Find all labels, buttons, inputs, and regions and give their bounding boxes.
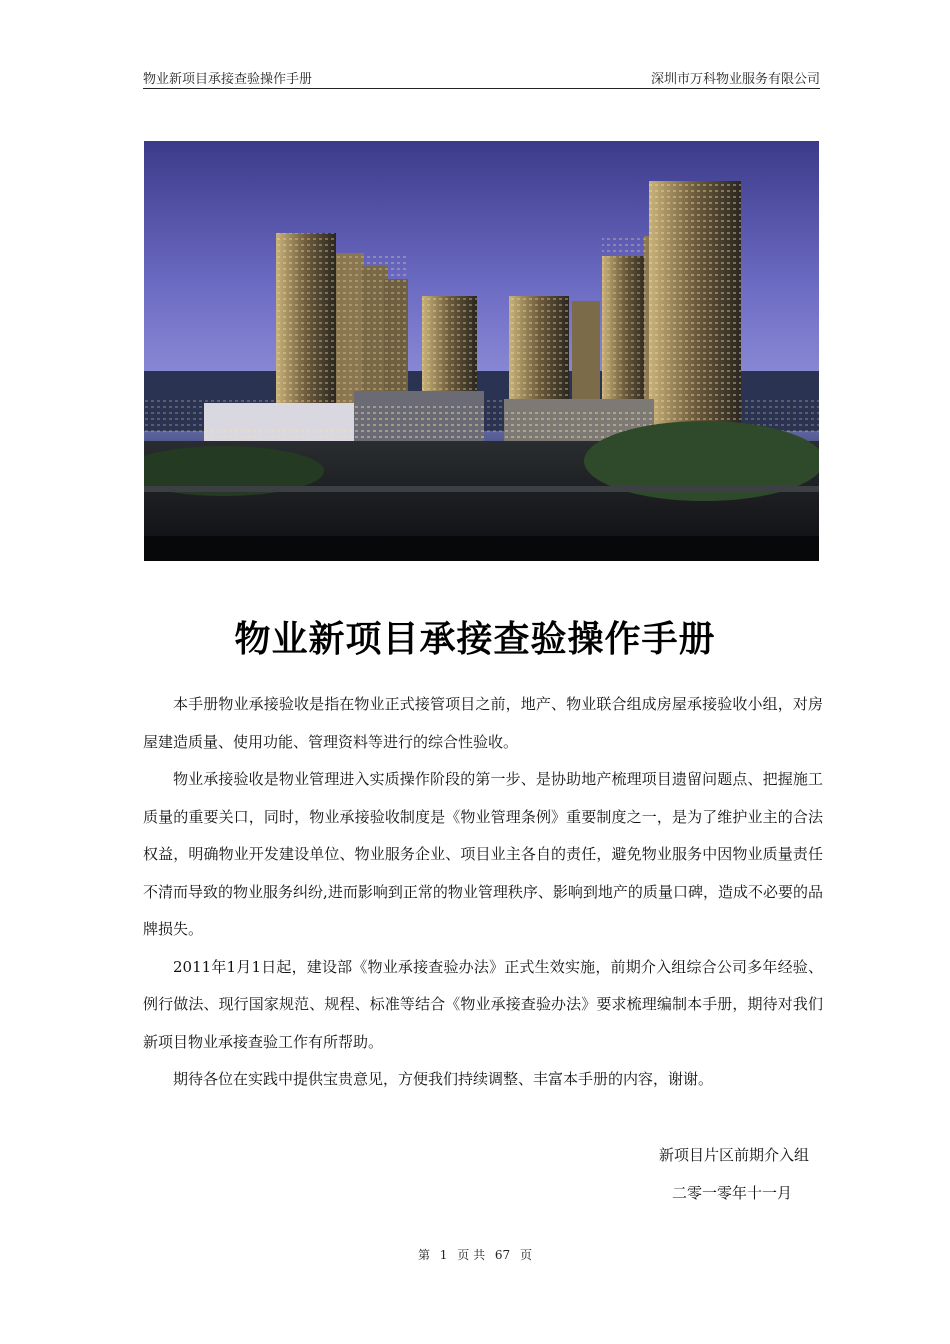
header-company: 深圳市万科物业服务有限公司 xyxy=(650,72,820,87)
header-doc-title: 物业新项目承接查验操作手册 xyxy=(143,72,313,87)
night-cityscape-icon xyxy=(144,141,819,561)
paragraph: 2011年1月1日起，建设部《物业承接查验办法》正式生效实施，前期介入组综合公司多年经验、例行做法、现行国家规范、规程、标准等结合《物业承接查验办法》要求梳理编制本手册，期待对我们新项目物业承接查验工作有所帮助。 xyxy=(143,957,823,1051)
current-page: 1 xyxy=(439,1248,448,1262)
page-number-footer xyxy=(0,1246,950,1263)
page-header xyxy=(143,66,820,89)
paragraph: 物业承接验收是物业管理进入实质操作阶段的第一步、是协助地产梳理项目遗留问题点、把握施工质量的重要关口，同时，物业承接验收制度是《物业管理条例》重要制度之一，是为了维护业主的合法权益，明确物业开发建设单位、物业服务企业、项目业主各自的责任，避免物业服务中因物业质量责任不清而导致的物业服务纠纷,进而影响到正常的物业管理秩序、影响到地产的质量口碑，造成不必要的品牌损失。 xyxy=(143,770,823,938)
document-title: 物业新项目承接查验操作手册 xyxy=(234,619,716,660)
signature-group: 新项目片区前期介入组 xyxy=(658,1146,809,1164)
page-prefix: 第 xyxy=(417,1248,430,1262)
cover-image xyxy=(144,141,819,561)
page-suffix: 页 xyxy=(520,1248,533,1262)
page-middle: 页 共 xyxy=(457,1248,486,1262)
signature-date: 二零一零年十一月 xyxy=(671,1184,792,1202)
body-text xyxy=(143,686,823,1099)
paragraph: 期待各位在实践中提供宝贵意见，方便我们持续调整、丰富本手册的内容，谢谢。 xyxy=(173,1070,714,1088)
paragraph: 本手册物业承接验收是指在物业正式接管项目之前，地产、物业联合组成房屋承接验收小组，对房屋建造质量、使用功能、管理资料等进行的综合性验收。 xyxy=(143,695,823,751)
total-pages: 67 xyxy=(494,1248,511,1262)
